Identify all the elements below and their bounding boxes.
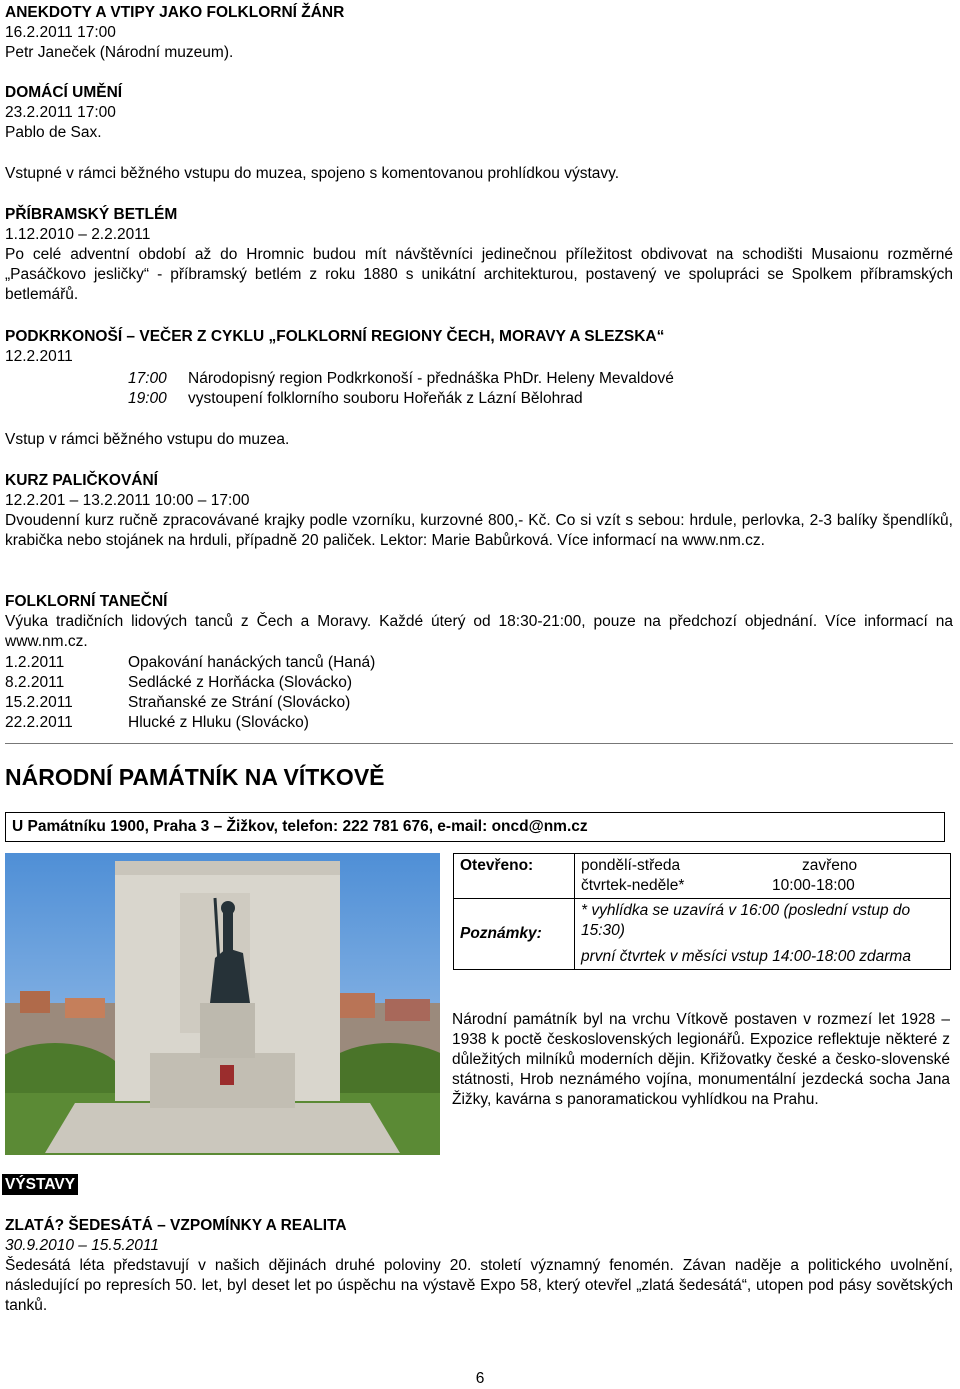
event-date: 16.2.2011 17:00 bbox=[5, 24, 116, 41]
opening-hours-table bbox=[453, 853, 951, 970]
event-note: Vstupné v rámci běžného vstupu do muzea, spojeno s komentovanou prohlídkou výstavy. bbox=[5, 165, 620, 182]
notes-label-cell bbox=[454, 899, 575, 970]
dance-name: Opakování hanáckých tanců (Haná) bbox=[128, 654, 376, 671]
monument-photo bbox=[5, 853, 440, 1155]
dance-name: Straňanské ze Strání (Slovácko) bbox=[128, 694, 351, 711]
venue-address: U Památníku 1900, Praha 3 – Žižkov, telefon: 222 781 676, e-mail: oncd@nm.cz bbox=[5, 812, 945, 842]
dance-date: 22.2.2011 bbox=[5, 714, 73, 731]
exhibition-description: Šedesátá léta představují v našich dějinách druhé poloviny 20. století významný fenomén. Závan naděje a politického uvolnění, následující po represích 50. let, byl deset let po úspěchu na výstavě Expo 58, který otevřel „zlatá šedesátá“, utopen pod pásy sovětských tanků. bbox=[5, 1257, 953, 1314]
dance-name: Sedlácké z Horňácka (Slovácko) bbox=[128, 674, 352, 691]
event-speaker: Petr Janeček (Národní muzeum). bbox=[5, 44, 234, 61]
event-title-palickovani: KURZ PALIČKOVÁNÍ bbox=[5, 472, 158, 489]
dance-date: 1.2.2011 bbox=[5, 654, 65, 671]
opening-days: pondělí-středa bbox=[581, 857, 681, 874]
exhibition-date: 30.9.2010 – 15.5.2011 bbox=[5, 1237, 159, 1254]
event-date: 23.2.2011 17:00 bbox=[5, 104, 116, 121]
section-divider bbox=[5, 743, 953, 744]
event-note: Vstup v rámci běžného vstupu do muzea. bbox=[5, 431, 290, 448]
schedule-time: 19:00 bbox=[128, 390, 167, 407]
event-speaker: Pablo de Sax. bbox=[5, 124, 102, 141]
schedule-item: vystoupení folklorního souboru Hořeňák z Lázní Bělohrad bbox=[188, 390, 583, 407]
dance-date: 15.2.2011 bbox=[5, 694, 73, 711]
note-line: * vyhlídka se uzavírá v 16:00 (poslední vstup do 15:30) bbox=[581, 902, 911, 939]
exhibition-title: ZLATÁ? ŠEDESÁTÁ – VZPOMÍNKY A REALITA bbox=[5, 1217, 347, 1234]
page-number: 6 bbox=[475, 1370, 485, 1387]
event-date: 12.2.2011 bbox=[5, 348, 73, 365]
event-title-podkrkonosi: PODKRKONOŠÍ – VEČER Z CYKLU „FOLKLORNÍ REGIONY ČECH, MORAVY A SLEZSKA“ bbox=[5, 328, 665, 345]
event-description: Dvoudenní kurz ručně zpracovávané krajky podle vzorníku, kurzovné 800,- Kč. Co si vzít s sebou: hrdule, perlovka, 2-3 balíky špendlíků, krabička nebo stojánek na hrduli, případně 20 paliček. Lektor: Marie Babůrková. Více informací na www.nm.cz. bbox=[5, 512, 953, 549]
event-title-tanecni: FOLKLORNÍ TANEČNÍ bbox=[5, 593, 168, 610]
note-line: první čtvrtek v měsíci vstup 14:00-18:00 zdarma bbox=[581, 948, 911, 965]
exhibitions-label: VÝSTAVY bbox=[2, 1174, 78, 1195]
opening-hours: 10:00-18:00 bbox=[772, 877, 855, 894]
schedule-item: Národopisný region Podkrkonoší - přednáška PhDr. Heleny Mevaldové bbox=[188, 370, 674, 387]
dance-date: 8.2.2011 bbox=[5, 674, 65, 691]
opening-days: čtvrtek-neděle* bbox=[581, 877, 685, 894]
opening-hours-cell bbox=[575, 854, 951, 899]
dance-name: Hlucké z Hluku (Slovácko) bbox=[128, 714, 309, 731]
event-title-anekdoty: ANEKDOTY A VTIPY JAKO FOLKLORNÍ ŽÁNR bbox=[5, 4, 345, 21]
event-description: Po celé adventní období až do Hromnic budou mít návštěvníci jedinečnou příležitost obdivovat na schodišti Musaionu rozměrné „Pasáčkovo jesličky“ - příbramský betlém z roku 1880 s unikátní architekturou, postavený ve spolupráci se Spolkem příbramských betlemářů. bbox=[5, 246, 953, 303]
opening-label: Otevřeno: bbox=[460, 857, 534, 874]
schedule-time: 17:00 bbox=[128, 370, 167, 387]
event-title-betlem: PŘÍBRAMSKÝ BETLÉM bbox=[5, 206, 178, 223]
notes-label: Poznámky: bbox=[460, 925, 542, 942]
venue-heading: NÁRODNÍ PAMÁTNÍK NA VÍTKOVĚ bbox=[5, 764, 385, 790]
event-title-domaci-umeni: DOMÁCÍ UMĚNÍ bbox=[5, 84, 123, 101]
monument-photo-svg bbox=[5, 853, 440, 1155]
event-date: 12.2.201 – 13.2.2011 10:00 – 17:00 bbox=[5, 492, 250, 509]
event-date: 1.12.2010 – 2.2.2011 bbox=[5, 226, 151, 243]
event-description: Výuka tradičních lidových tanců z Čech a Moravy. Každé úterý od 18:30-21:00, pouze na předchozí objednání. Více informací na www.nm.cz. bbox=[5, 613, 953, 650]
opening-label-cell bbox=[454, 854, 575, 899]
opening-hours: zavřeno bbox=[802, 857, 858, 874]
notes-cell bbox=[575, 899, 951, 970]
venue-description: Národní památník byl na vrchu Vítkově postaven v rozmezí let 1928 – 1938 k poctě československých legionářů. Expozice reflektuje některé z důležitých milníků moderních dějin. Křižovatky české a česko-slovenské státnosti, Hrob neznámého vojína, monumentální jezdecká socha Jana Žižky, kavárna s panoramatickou vyhlídkou na Prahu. bbox=[452, 1011, 950, 1108]
